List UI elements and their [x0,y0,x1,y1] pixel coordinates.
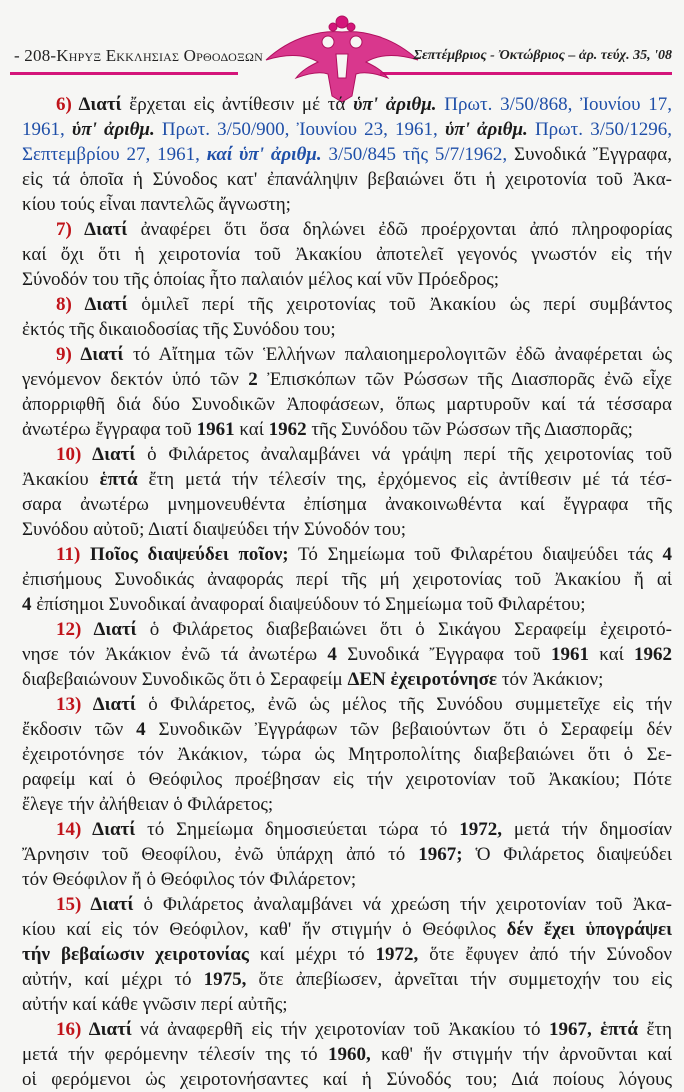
bold-text: Διατί [71,94,122,115]
italic-reference: ὑπ' ἀριθμ. [71,119,155,140]
question-number: 6) [56,94,72,115]
italic-reference: ὑπ' ἀριθμ. [353,94,437,115]
body-text: Συνοδικά Ἔγγραφα, [507,144,672,165]
bold-text: Ποῖος διαψεύδει ποῖον; [80,544,289,565]
italic-reference: ὑπ' ἀριθμ. [444,119,528,140]
body-text: καί μέχρι τό [248,944,376,965]
text-line [22,642,672,667]
question-number: 7) [56,219,72,240]
body-text: τόν Θεόφιλον ἤ ὁ Θεόφιλος τόν Φιλάρετον; [22,869,357,890]
bold-text: 1972, [375,944,419,965]
bold-text: ΔΕΝ ἐχειροτόνησε [347,669,498,690]
text-line [22,667,672,692]
text-line [22,592,672,617]
text-line [22,817,672,842]
bold-text: Διατί [81,619,137,640]
text-line [22,467,672,492]
body-text: κίου καί εἰς τόν Θεόφιλον, καθ' ἥν στιγμήν ὁ Θεόφιλος [22,919,507,940]
text-line [22,967,672,992]
body-text: ἔτη μετά τήν τέλεσίν της, ἐρχόμενος εἰς ἀντίθεσιν μέ τά τέσ- [137,469,672,490]
body-text: γενόμενον δεκτόν ὑπό τῶν [22,369,249,390]
text-line [22,767,672,792]
header-rule-left [10,72,238,75]
question-paragraph [22,617,672,692]
text-line [22,792,672,817]
text-line [22,1042,672,1067]
bold-text: 4 [136,719,146,740]
text-line [22,417,672,442]
question-paragraph [22,292,672,342]
text-line [22,442,672,467]
issue-date-info: Σεπτέμβριος - Ὀκτώβριος – ἀρ. τεύχ. 35, '08 [413,48,672,63]
bold-text: 1972, [459,819,502,840]
body-text: κίου τούς εἶναι παντελῶς ἄγνωστη; [22,194,291,215]
body-text: εἰς τά ὁποῖα ἡ Σύνοδος κατ' ἐπανάληψιν βεβαιώνει ὅτι ἡ χειροτονία τοῦ Ἀκα- [22,169,672,190]
body-text: Συνοδικῶν Ἐγγράφων τῶν βεβαιούντων ὅτι ὁ Σεραφείμ δέν [145,719,673,740]
protocol-reference: 1961, [22,119,72,140]
text-line [22,367,672,392]
protocol-reference: Πρωτ. 3/50/900, Ἰουνίου 23, 1961, [154,119,445,140]
bold-text: 1960, [328,1044,371,1065]
body-text: σαρα ἀνωτέρω μνημονευθέντα ἐπίσημα ἀνακοινωθέντα καί ἔγγραφα τῆς [22,494,672,515]
body-text: μετά τήν φερόμενην τέλεσίν της τό [22,1044,328,1065]
body-text: καί [234,419,269,440]
body-text: Ὁ Φιλάρετος διαψεύδει [462,844,672,865]
body-text: οἱ φερόμενοι ὡς χειροτονήσαντες καί ἡ Σύνοδός του; Διά ποίους λόγους [22,1069,672,1090]
body-text: ὁ Φιλάρετος, ἐνῶ ὡς μέλος τῆς Συνόδου συμμετεῖχε εἰς τήν [135,694,672,715]
bold-text: Διατί [71,219,128,240]
bold-text: 1967; [418,844,463,865]
body-text: καί [588,644,634,665]
body-text: ραφείμ καί ὁ Θεόφιλος προέβησαν εἰς τήν χειροτονίαν τοῦ Ἀκακίου; Πότε [22,769,672,790]
bold-text: 2 [248,369,258,390]
body-text: ἐκτός τῆς δικαιοδοσίας τῆς Συνόδου του; [22,319,336,340]
body-text: ὁ Φιλάρετος ἀναλαμβάνει νά χρεώση τήν χειροτονίαν τοῦ Ἀκα- [133,894,672,915]
bold-text: Διατί [81,819,136,840]
question-paragraph [22,542,672,617]
double-headed-eagle-icon [262,8,422,103]
text-line [22,267,672,292]
bold-text: 1962 [634,644,672,665]
text-line [22,492,672,517]
body-text: διαβεβαιώνουν Συνοδικῶς ὅτι ὁ Σεραφείμ [22,669,348,690]
text-line [22,867,672,892]
text-line [22,542,672,567]
text-line [22,1017,672,1042]
body-text: ἐχειροτόνησε τόν Ἀκάκιον, τώρα ὡς Μητροπολίτης διαβεβαιώνει ὅτι ὁ Σε- [22,744,672,765]
bold-text: 1975, [203,969,247,990]
body-text: τό Αἴτημα τῶν Ἑλλήνων παλαιοημερολογιτῶν ἐδῶ ἀναφέρεται ὡς [123,344,672,365]
body-text: ὁμιλεῖ περί τῆς χειροτονίας τοῦ Ἀκακίου ὡς περί συμβάντος [127,294,672,315]
text-line [22,217,672,242]
question-number: 10) [56,444,82,465]
question-paragraph [22,817,672,892]
question-number: 13) [56,694,82,715]
body-text: νησε τόν Ἀκάκιον ἐνῶ τά ἀνωτέρω [22,644,328,665]
bold-text: 4 [22,594,32,615]
page-header [0,0,684,90]
body-text: ὁ Φιλάρετος ἀναλαμβάνει νά γράψη περί τῆς χειροτονίας τοῦ [135,444,672,465]
body-text: τόν Ἀκάκιον; [497,669,604,690]
body-text: ὁ Φιλάρετος διαβεβαιώνει ὅτι ὁ Σικάγου Σεραφείμ ἐχειροτό- [136,619,672,640]
body-text: ἐπίσημοι Συνοδικαί ἀναφοραί διαψεύδουν τό Σημείωμα τοῦ Φιλαρέτου; [31,594,586,615]
header-rule-right [380,72,672,75]
question-number: 16) [56,1019,82,1040]
text-line [22,617,672,642]
bold-text: 4 [327,644,337,665]
text-line [22,917,672,942]
question-number: 14) [56,819,82,840]
question-paragraph [22,692,672,817]
bold-text: 4 [662,544,672,565]
body-text: Σύνοδόν του τῆς ὁποίας ἦτο παλαιόν μέλος καί νῦν Πρόεδρος; [22,269,500,290]
body-text: αὐτήν, καί μέχρι τό [22,969,204,990]
text-line [22,92,672,117]
question-number: 12) [56,619,82,640]
body-text: νά ἀναφερθῆ εἰς τήν χειροτονίαν τοῦ Ἀκακίου τό [131,1019,549,1040]
body-text: Ἀκακίου [22,469,100,490]
question-paragraph [22,1017,672,1092]
bold-text: ἑπτά [99,469,138,490]
bold-text: Διατί [81,894,134,915]
text-line [22,942,672,967]
protocol-reference: Πρωτ. 3/50/868, Ἰουνίου 17, [436,94,673,115]
body-text: ὅτε ἀπεβίωσεν, ἀρνεῖται τήν συμμετοχήν του εἰς [246,969,672,990]
text-line [22,392,672,417]
body-text: ἀνωτέρω ἔγγραφα τοῦ [22,419,197,440]
text-line [22,142,672,167]
body-text: ἔρχεται εἰς ἀντίθεσιν μέ τά [121,94,354,115]
question-paragraph [22,217,672,292]
text-line [22,717,672,742]
italic-reference: καί ὑπ' ἀριθμ. [206,144,322,165]
protocol-reference: Πρωτ. 3/50/1296, [527,119,672,140]
body-text: ἔτη [638,1019,672,1040]
bold-text: 1961 [550,644,589,665]
bold-text: Διατί [81,694,136,715]
body-text: τῆς Συνόδου τῶν Ρώσσων τῆς Διασπορᾶς; [306,419,633,440]
body-text: ὅτε ἔφυγεν ἀπό τήν Σύνοδον [418,944,672,965]
text-line [22,242,672,267]
text-line [22,992,672,1017]
text-line [22,192,672,217]
bold-text: Διατί [71,344,124,365]
text-line [22,342,672,367]
page-number-and-journal-title: - 208-Κηρυξ Εκκλησιας Ορθοδοξων [14,46,263,65]
bold-text: Διατί [71,294,128,315]
text-line [22,692,672,717]
text-line [22,117,672,142]
text-line [22,517,672,542]
body-text: Συνοδικά Ἔγγραφα τοῦ [336,644,551,665]
body-text: Ἐπισκόπων τῶν Ρώσσων τῆς Διασπορᾶς ἐνῶ εἶχε [257,369,672,390]
bold-text: Διατί [81,1019,132,1040]
text-line [22,1067,672,1092]
question-paragraph [22,442,672,542]
body-text: Τό Σημείωμα τοῦ Φιλαρέτου διαψεύδει τάς [288,544,663,565]
body-text: ἀναφέρει ὅτι ὅσα δηλώνει ἐδῶ προέρχονται ἀπό πληροφορίας [127,219,672,240]
body-text: αὐτήν καί κάθε γνῶσιν περί αὐτῆς; [22,994,288,1015]
text-line [22,317,672,342]
question-paragraph [22,92,672,217]
question-paragraph [22,892,672,1017]
protocol-reference: 3/50/845 τῆς 5/7/1962, [321,144,508,165]
article-body [22,92,672,1092]
text-line [22,742,672,767]
bold-text: 1967, ἑπτά [548,1019,639,1040]
body-text: ἔκδοσιν τῶν [22,719,137,740]
body-text: ἐπισήμους Συνοδικάς ἀναφοράς περί τῆς μή χειροτονίας τοῦ Ἀκακίου ἤ αἱ [22,569,672,590]
body-text: μετά τήν δημοσίαν [501,819,672,840]
text-line [22,892,672,917]
bold-text: 1962 [268,419,307,440]
body-text: ἔλεγε τήν ἀλήθειαν ὁ Φιλάρετος; [22,794,274,815]
text-line [22,167,672,192]
bold-text: τήν βεβαίωσιν χειροτονίας [22,944,249,965]
protocol-reference: Σεπτεμβρίου 27, 1961, [22,144,207,165]
bold-text: δέν ἔχει ὑπογράψει [506,919,672,940]
text-line [22,842,672,867]
bold-text: 1961 [196,419,235,440]
question-number: 15) [56,894,82,915]
bold-text: Διατί [81,444,136,465]
body-text: Συνόδου αὐτοῦ; Διατί διαψεύδει τήν Σύνοδόν του; [22,519,407,540]
body-text: καί ὄχι ὅτι ἡ χειροτονία τοῦ Ἀκακίου ἀποτελεῖ γεγονός γνωστόν εἰς τήν [22,244,672,265]
question-paragraph [22,342,672,442]
question-number: 9) [56,344,72,365]
body-text: Ἄρνησιν τοῦ Θεοφίλου, ἐνῶ ὑπάρχη ἀπό τό [22,844,419,865]
question-number: 8) [56,294,72,315]
body-text: ἀπορριφθῆ διά δύο Συνοδικῶν Ἀποφάσεων, ὅπως μαρτυροῦν καί τά τέσσαρα [22,394,672,415]
text-line [22,567,672,592]
body-text: καθ' ἥν στιγμήν τήν ἀρνοῦνται καί [370,1044,673,1065]
text-line [22,292,672,317]
question-number: 11) [56,544,81,565]
body-text: τό Σημείωμα δημοσιεύεται τώρα τό [135,819,460,840]
